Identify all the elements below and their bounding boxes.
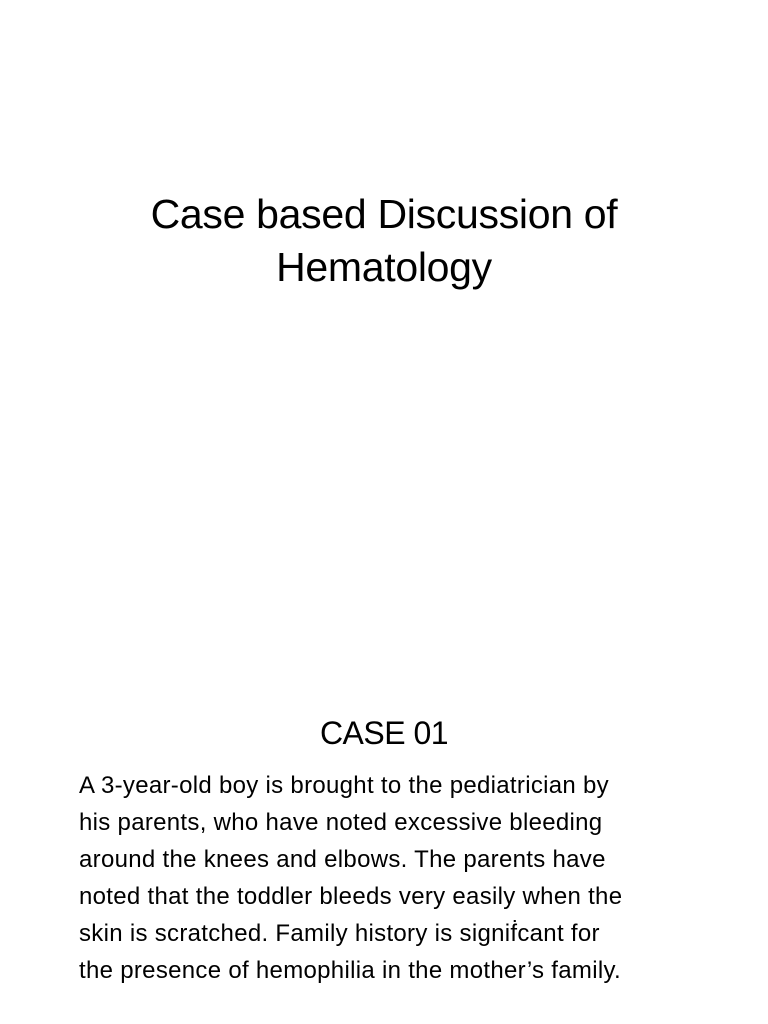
case-line: skin is scratched. Family history is signiḟcant for <box>79 920 600 947</box>
title-line-1: Case based Discussion of <box>150 191 618 237</box>
case-line: A 3-year-old boy is brought to the pediatrician by <box>79 772 609 799</box>
case-line: around the knees and elbows. The parents have <box>79 846 606 873</box>
case-line: the presence of hemophilia in the mother’s family. <box>79 957 621 984</box>
case-line: noted that the toddler bleeds very easily when the <box>79 883 623 910</box>
document-title <box>0 188 768 294</box>
case-heading: CASE 01 <box>319 715 449 751</box>
title-line-2: Hematology <box>276 244 492 290</box>
case-description <box>79 767 719 989</box>
case-line: his parents, who have noted excessive bleeding <box>79 809 603 836</box>
